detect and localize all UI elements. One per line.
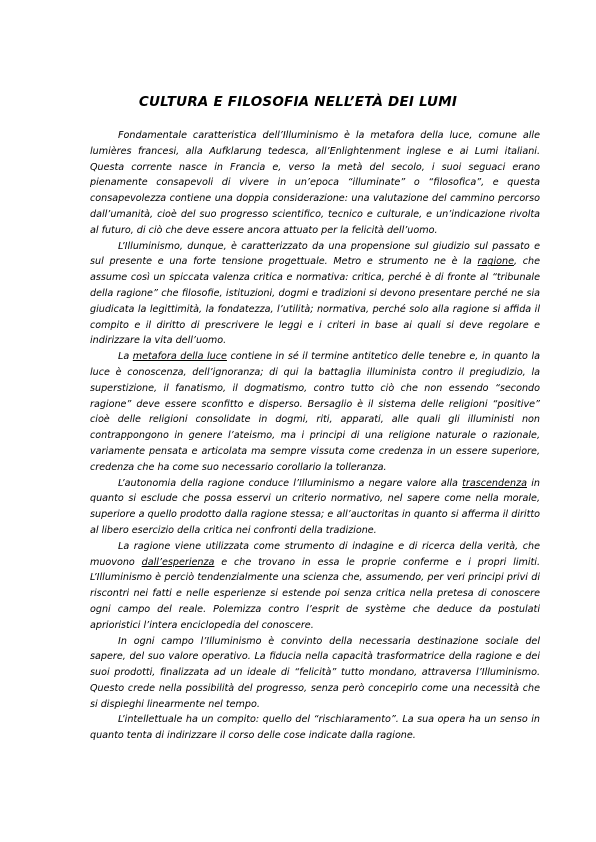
paragraph-4-text-before: L’autonomia della ragione conduce l’Illuminismo a negare valore alla (118, 477, 463, 489)
document-body (90, 128, 540, 744)
paragraph-4 (90, 476, 540, 539)
paragraph-3-text-before: La (118, 351, 133, 363)
paragraph-5-text-after: e che trovano in essa le proprie conferme e i propri limiti. L’Illuminismo è perciò tendenzialmente una scienza che, assumendo, per veri principi privi di riscontri nei fatti e nelle esperienze si estende poi senza critica nella pretesa di conoscere ogni campo del reale. Polemizza contro l’esprit de système che deduce da postulati aprioristici l’intera enciclopedia del conoscere. (90, 556, 541, 631)
document-title: CULTURA E FILOSOFIA NELL’ETÀ DEI LUMI (138, 94, 458, 110)
underlined-term-esperienza: dall’esperienza (141, 556, 215, 568)
paragraph-2 (90, 239, 540, 350)
paragraph-4-text-after: in quanto si esclude che possa esservi un criterio normativo, nel sapere come nella morale, superiore a quello prodotto dalla ragione stessa; e all’auctoritas in quanto si afferma il diritto al libero esercizio della critica nei confronti della tradizione. (90, 477, 540, 536)
paragraph-1: Fondamentale caratteristica dell’Illuminismo è la metafora della luce, comune alle lumières francesi, alla Aufklarung tedesca, all’Enlightenment inglese e ai Lumi italiani. Questa corrente nasce in Francia e, verso la metà del secolo, i suoi seguaci erano pienamente consapevoli di vivere in un’epoca “illuminate” o “filosofica”, e questa consapevolezza contiene una doppia considerazione: una valutazione del cammino percorso dall’umanità, cioè del suo progresso scientifico, tecnico e culturale, e un’indicazione rivolta al futuro, di ciò che deve essere ancora attuato per la felicità dell’uomo. (90, 130, 540, 236)
paragraph-3-text-after: contiene in sé il termine antitetico delle tenebre e, in quanto la luce è conoscenza, dell’ignoranza; di qui la battaglia illuminista contro il pregiudizio, la superstizione, il fanatismo, il dogmatismo, contro tutto ciò che non essendo “secondo ragione” deve essere sconfitto e disperso. Bersaglio è il sistema delle religioni “positive” cioè delle religioni consolidate in dogmi, riti, apparati, alle quali gli illuministi non contrappongono in genere l’ateismo, ma i principi di una religione naturale o razionale, variamente pensata e articolata ma sempre vissuta come credenza in un essere superiore, credenza che ha come suo necessario corollario la tolleranza. (90, 351, 540, 473)
paragraph-5 (90, 539, 540, 634)
underlined-term-trascendenza: trascendenza (462, 477, 527, 489)
paragraph-5-text-before: La ragione viene utilizzata come strumento di indagine e di ricerca della verità, che muovono (90, 540, 540, 568)
paragraph-2-text-before: L’Illuminismo, dunque, è caratterizzato da una propensione sul giudizio sul passato e sul presente e una forte tensione progettuale. Metro e strumento ne è la (90, 240, 540, 268)
paragraph-7: L’intellettuale ha un compito: quello del “rischiaramento”. La sua opera ha un senso in quanto tenta di indirizzare il corso delle cose indicate dalla ragione. (90, 714, 540, 742)
underlined-term-ragione: ragione (477, 256, 514, 268)
paragraph-3 (90, 349, 540, 475)
paragraph-6: In ogni campo l’Illuminismo è convinto della necessaria destinazione sociale del sapere, del suo valore operativo. La fiducia nella capacità trasformatrice della ragione e dei suoi prodotti, finalizzata ad un ideale di “felicità” tutto mondano, attraversa l’Illuminismo. Questo crede nella possibilità del progresso, senza però concepirlo come una necessità che si dispieghi linearmente nel tempo. (90, 635, 540, 710)
underlined-term-metafora-della-luce: metafora della luce (132, 351, 227, 363)
paragraph-2-text-after: , che assume così un spiccata valenza critica e normativa: critica, perché è di fronte al “tribunale della ragione” che filosofie, istituzioni, dogmi e tradizioni si devono presentare perché ne sia giudicata la legittimità, la fondatezza, l’utilità; normativa, perché solo alla ragione si affida il compito e il diritto di prescrivere le leggi e i criteri in base ai quali si deve regolare e indirizzare la vita dell’uomo. (90, 256, 541, 347)
